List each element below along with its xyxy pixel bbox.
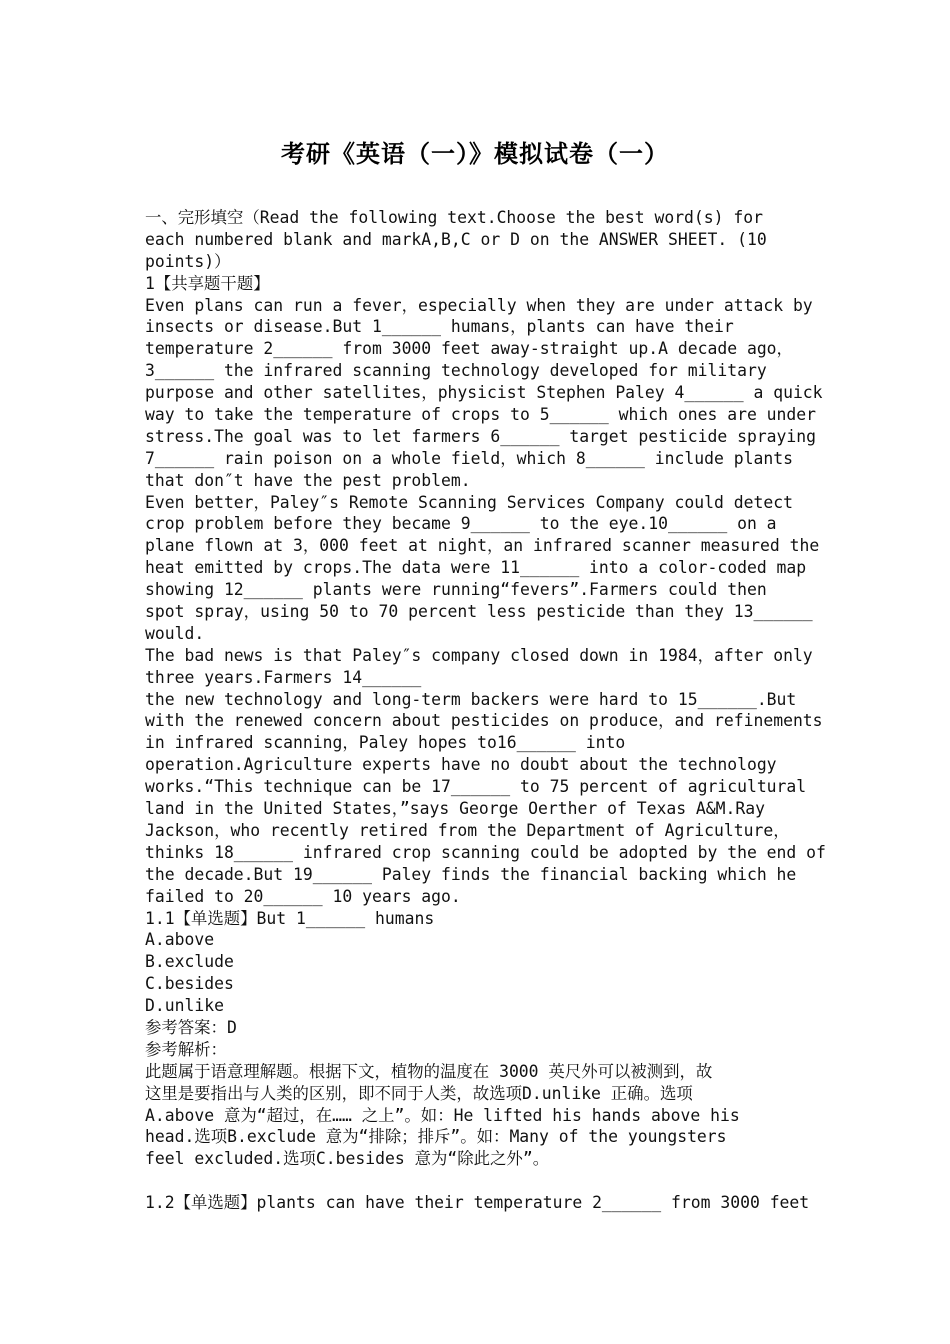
text-line: points)） — [145, 251, 231, 271]
text-line: C.besides — [145, 974, 234, 994]
text-line: land in the United States，”says George Oerther of Texas A&M.Ray — [145, 799, 766, 819]
text-line: the decade.But 19______ Paley finds the financial backing which he — [145, 864, 797, 884]
text-line: stress.The goal was to let farmers 6______ target pesticide spraying — [145, 426, 817, 446]
text-line: purpose and other satellites，physicist Stephen Paley 4______ a quick — [145, 383, 823, 403]
text-line: failed to 20______ 10 years ago. — [145, 886, 461, 906]
text-line: 此题属于语意理解题。根据下文，植物的温度在 3000 英尺外可以被测到，故 — [145, 1061, 713, 1081]
text-line: 7______ rain poison on a whole field，which 8______ include plants — [145, 448, 793, 468]
text-line: A.above — [145, 930, 215, 950]
page-title: 考研《英语（一）》模拟试卷（一） — [281, 139, 669, 168]
text-line: 一、完形填空（Read the following text.Choose the best word(s) for — [145, 208, 764, 227]
text-line: temperature 2______ from 3000 feet away-straight up.A decade ago， — [145, 339, 793, 359]
text-line: Even better，Paley″s Remote Scanning Services Company could detect — [145, 492, 793, 512]
text-line: B.exclude — [145, 952, 234, 972]
text-line: would. — [145, 623, 205, 643]
text-line: 参考答案：D — [145, 1017, 237, 1037]
text-line: A.above 意为“超过，在…… 之上”。如：He lifted his hands above his — [145, 1105, 740, 1125]
text-line: plane flown at 3，000 feet at night，an infrared scanner measured the — [145, 536, 820, 556]
text-line: Jackson，who recently retired from the Department of Agriculture， — [145, 820, 790, 840]
text-line: 1.1【单选题】But 1______ humans — [145, 908, 435, 928]
text-line: way to take the temperature of crops to 5______ which ones are under — [145, 405, 817, 425]
text-line: works.“This technique can be 17______ to 75 percent of agricultural — [145, 777, 807, 797]
text-line: spot spray，using 50 to 70 percent less pesticide than they 13______ — [145, 602, 813, 622]
text-line: The bad news is that Paley″s company closed down in 1984，after only — [145, 645, 813, 665]
text-line: crop problem before they became 9______ to the eye.10______ on a — [145, 514, 777, 534]
text-line: in infrared scanning，Paley hopes to16______ into — [145, 733, 626, 753]
document-body — [145, 207, 826, 1214]
text-line: head.选项B.exclude 意为“排除；排斥”。如：Many of the youngsters — [145, 1127, 727, 1147]
text-line: feel excluded.选项C.besides 意为“除此之外”。 — [145, 1149, 550, 1169]
text-line: showing 12______ plants were running“fevers”.Farmers could then — [145, 580, 767, 600]
text-line: operation.Agriculture experts have no doubt about the technology — [145, 755, 777, 775]
text-line: 1.2【单选题】plants can have their temperature 2______ from 3000 feet — [145, 1193, 810, 1213]
text-line: 1【共享题干题】 — [145, 273, 270, 293]
text-line: D.unlike — [145, 996, 224, 1016]
blank-line — [145, 1170, 810, 1192]
text-line: each numbered blank and markA,B,C or D on the ANSWER SHEET. (10 — [145, 229, 767, 249]
text-line: insects or disease.But 1______ humans，plants can have their — [145, 317, 734, 337]
text-line: 这里是要指出与人类的区别，即不同于人类，故选项D.unlike 正确。选项 — [145, 1083, 693, 1103]
text-line: with the renewed concern about pesticides on produce，and refinements — [145, 711, 823, 731]
text-line: that don″t have the pest problem. — [145, 470, 471, 490]
text-line: thinks 18______ infrared crop scanning could be adopted by the end of — [145, 842, 826, 862]
text-line: the new technology and long-term backers were hard to 15______.But — [145, 689, 797, 709]
text-line: Even plans can run a fever，especially when they are under attack by — [145, 295, 813, 315]
text-line: 3______ the infrared scanning technology developed for military — [145, 361, 767, 381]
text-line: heat emitted by crops.The data were 11______ into a color-coded map — [145, 558, 807, 578]
text-line: three years.Farmers 14______ — [145, 667, 422, 687]
text-line: 参考解析： — [145, 1039, 227, 1059]
